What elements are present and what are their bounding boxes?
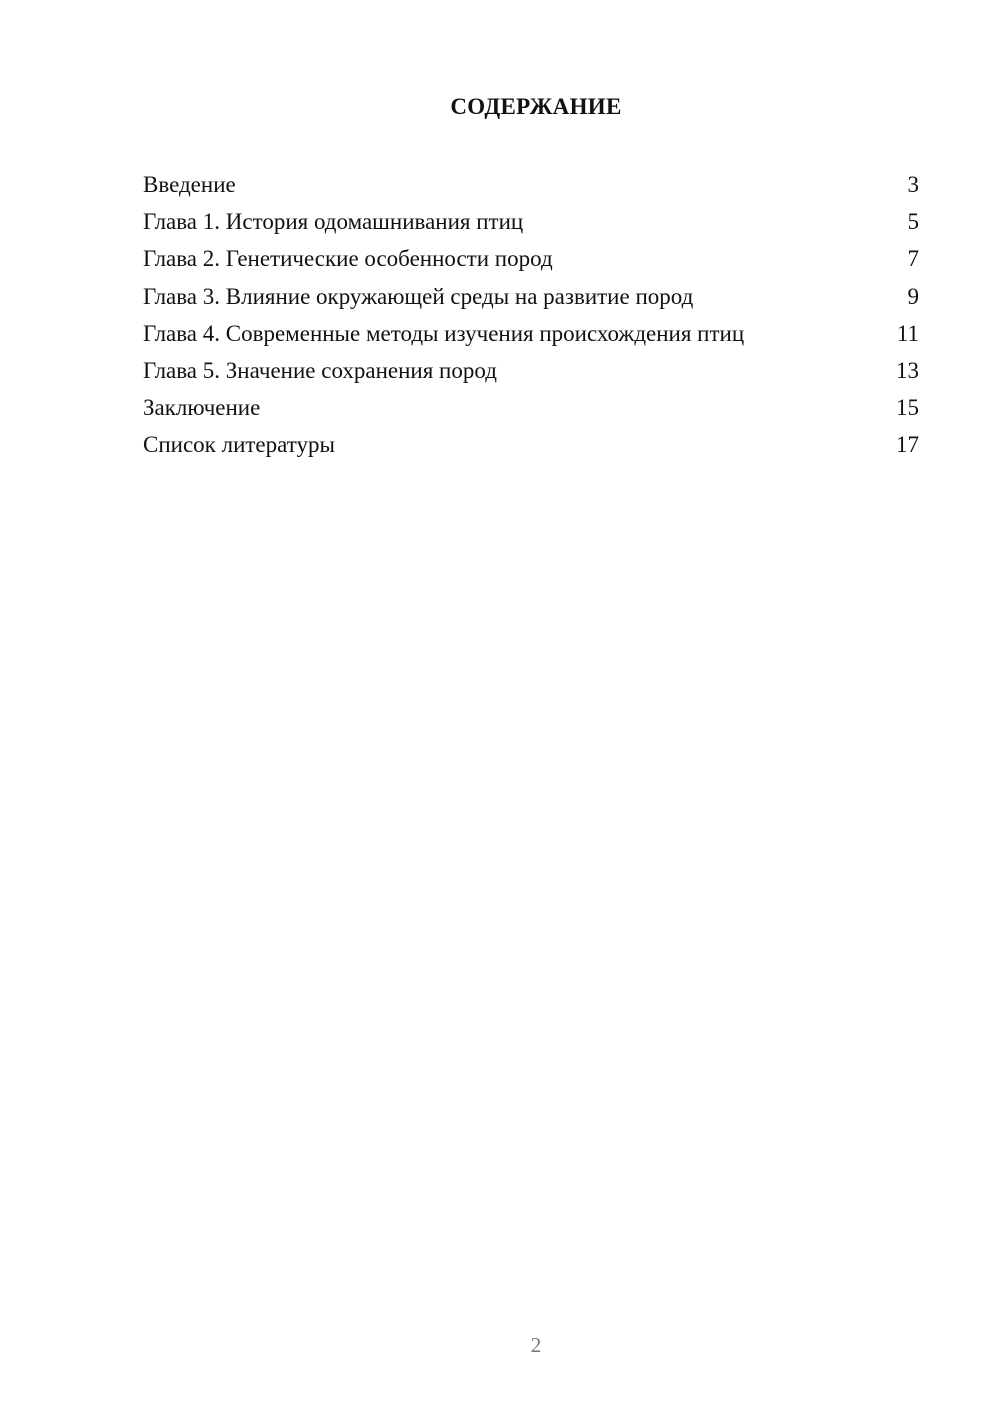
toc-entry-chapter-4 <box>143 318 919 355</box>
toc-entry-label: Глава 2. Генетические особенности пород <box>143 246 553 272</box>
toc-entry-page: 13 <box>896 357 919 383</box>
toc-entry-page: 7 <box>907 246 919 272</box>
toc-entry-label: Глава 4. Современные методы изучения происхождения птиц <box>143 320 745 346</box>
toc-entry-page: 3 <box>907 172 919 197</box>
toc-entry-page: 9 <box>907 283 919 309</box>
toc-entry-label: Введение <box>143 172 236 197</box>
toc-entry-label: Глава 5. Значение сохранения пород <box>143 357 497 383</box>
toc-entry-chapter-1 <box>143 206 919 243</box>
page-title: СОДЕРЖАНИЕ <box>450 94 622 119</box>
toc-entry-label: Глава 1. История одомашнивания птиц <box>143 209 524 235</box>
toc-entry-label: Глава 3. Влияние окружающей среды на развитие пород <box>143 283 694 309</box>
table-of-contents <box>143 169 919 467</box>
toc-entry-references <box>143 429 919 466</box>
toc-entry-label: Заключение <box>143 395 261 421</box>
toc-entry-chapter-2 <box>143 243 919 280</box>
toc-entry-label: Список литературы <box>143 432 335 458</box>
toc-entry-page: 11 <box>896 320 919 346</box>
toc-entry-page: 17 <box>896 432 919 458</box>
toc-entry-introduction <box>143 169 919 206</box>
toc-entry-conclusion <box>143 392 919 429</box>
toc-entry-chapter-5 <box>143 355 919 392</box>
page-number: 2 <box>530 1333 542 1357</box>
toc-entry-page: 15 <box>896 395 919 421</box>
toc-entry-page: 5 <box>907 209 919 235</box>
toc-entry-chapter-3 <box>143 281 919 318</box>
